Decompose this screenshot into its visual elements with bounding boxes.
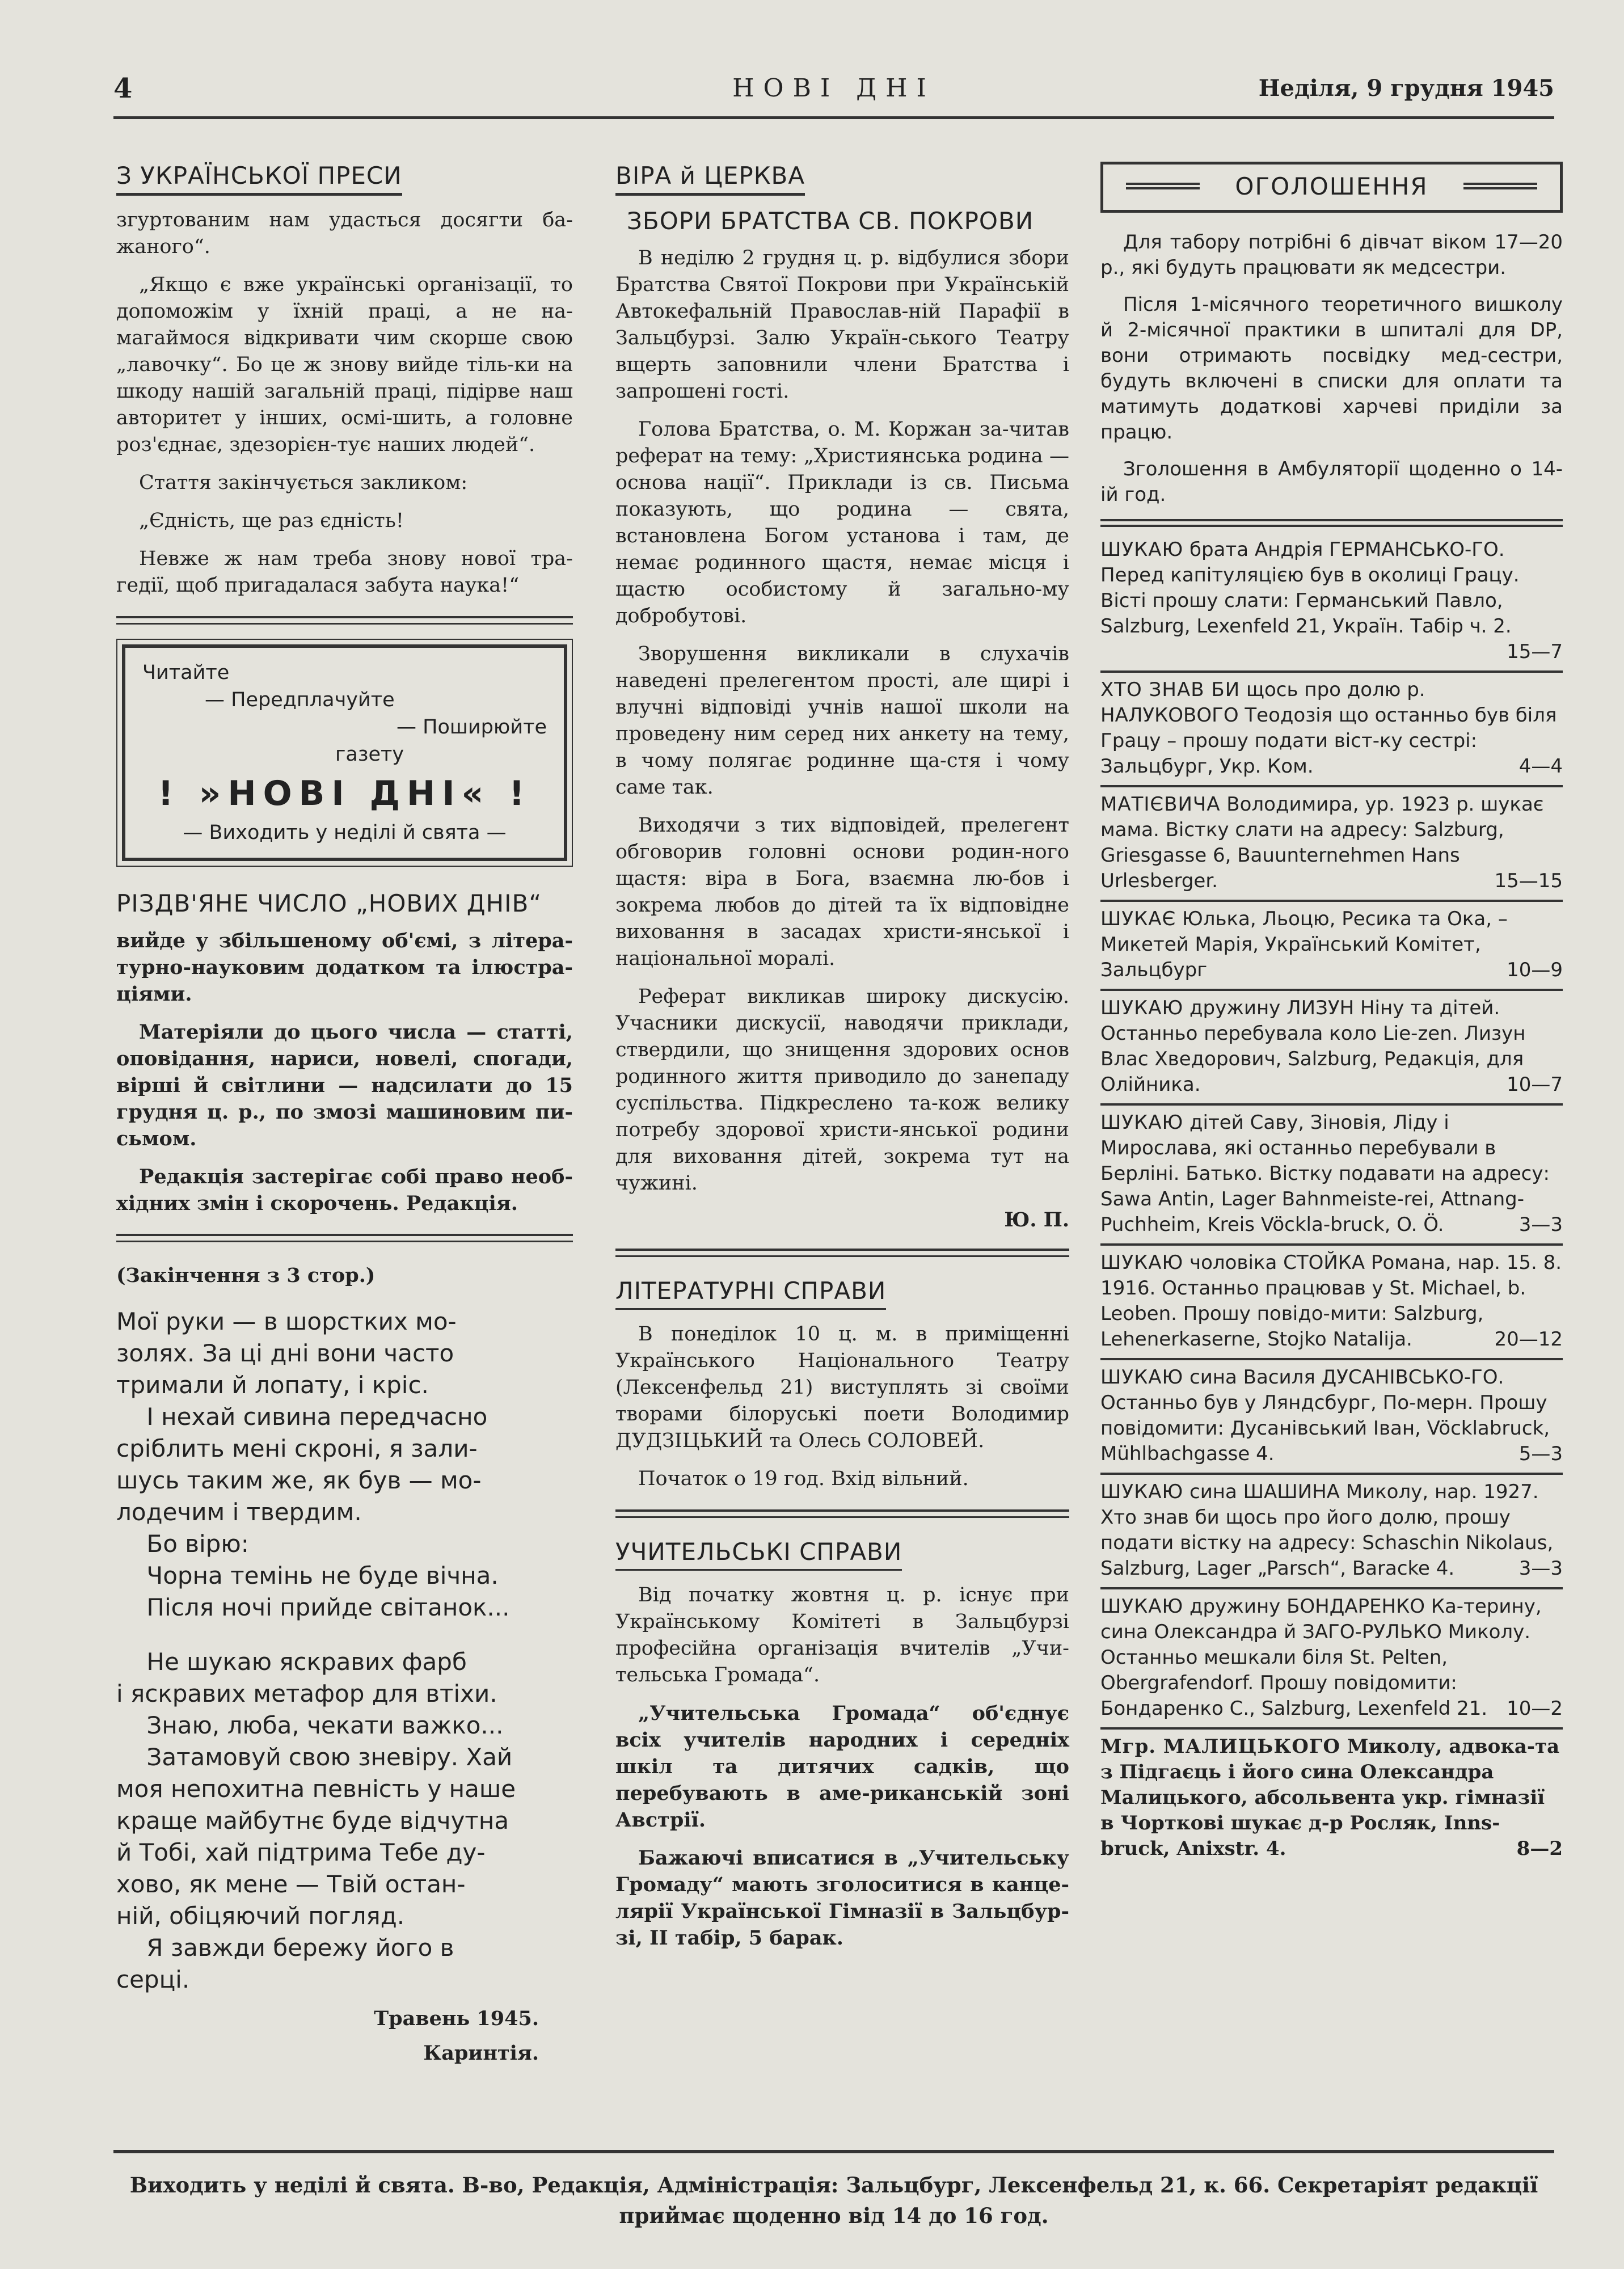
ad-code: 15—7	[1507, 640, 1563, 663]
press-article	[116, 162, 573, 599]
separator	[116, 1234, 573, 1242]
page-number: 4	[113, 73, 133, 104]
separator	[615, 1509, 1069, 1518]
poem-line: ній, обіцяючий погляд.	[116, 1902, 405, 1930]
paragraph: Бажаючі вписатися в „Учительську Громаду“ мають зголоситися в канце-лярії Української Гімназії в Зальцбур-зі, II табір, 5 барак.	[615, 1846, 1069, 1950]
paragraph: „Учительська Громада“ об'єднує всіх учителів народних і середніх шкіл та дитячих садків, що перебувають в аме-риканській зоні Австрії.	[615, 1702, 1069, 1832]
box-line: — Виходить у неділі й свята —	[183, 821, 507, 844]
column-1	[116, 162, 573, 2076]
classified-ad: ШУКАЮ чоловіка СТОЙКА Романа, нар. 15. 8. 1916. Останньо працював у St. Michael, b. Leoben. Прошу повідо-мити: Salzburg, Lehenerkaserne, Stojko Natalija. 20—12	[1100, 1246, 1563, 1360]
separator	[116, 616, 573, 625]
paragraph: вийде у збільшеному об'ємі, з літера-турно-науковим додатком та ілюстра-ціями.	[116, 929, 573, 1006]
poem-line: Мої руки — в шорстких мо-	[116, 1308, 457, 1335]
paragraph: Після 1-місячного теоретичного вишколу й 2-місячної практики в шпиталі для DP, вони отримають посвідку мед-сестри, будуть включені в списки для оплати та матимуть додаткові харчеві приділи за працю.	[1100, 293, 1563, 444]
poem-text	[116, 1306, 573, 1996]
ad-code: 3—3	[1518, 1557, 1563, 1580]
continuation-note: (Закінчення з 3 стор.)	[116, 1264, 376, 1287]
ad-code: 8—2	[1516, 1837, 1563, 1860]
church-article	[615, 162, 1069, 1231]
classified-ad: ШУКАЮ сина ШАШИНА Миколу, нар. 1927. Хто знав би щось про його долю, прошу подати вістку на адресу: Schaschin Nikolaus, Salzburg, Lager „Parsch“, Baracke 4. 3—3	[1100, 1475, 1563, 1589]
paragraph: Матеріяли до цього числа — статті, оповідання, нариси, новелі, спогади, вірші й світлини — надсилати до 15 грудня ц. р., по змозі машиновим пи-сьмом.	[116, 1020, 573, 1150]
poem-line: Не шукаю яскравих фарб	[116, 1648, 467, 1676]
paragraph: Редакція застерігає собі право необ-хідних змін і скорочень. Редакція.	[116, 1165, 573, 1215]
ad-code: 5—3	[1518, 1443, 1563, 1465]
poem-line: краще майбутнє буде відчутна	[116, 1807, 509, 1834]
poem-line: моя непохитна певність у наше	[116, 1775, 516, 1803]
classified-ad: ХТО ЗНАВ БИ щось про долю р. НАЛУКОВОГО Теодозія що останньо був біля Грацу – прошу подати віст-ку сестрі: Зальцбург, Укр. Ком. 4—4	[1100, 673, 1563, 787]
subscription-box	[122, 644, 567, 861]
paragraph: Для табору потрібні 6 дівчат віком 17—20 р., які будуть працювати як медсестри.	[1100, 231, 1563, 279]
footer-rule	[113, 2150, 1554, 2153]
issue-date: Неділя, 9 грудня 1945	[1258, 75, 1554, 102]
poem-line: Бо вірю:	[116, 1530, 249, 1558]
box-paper-name: ! »НОВІ ДНІ« !	[158, 774, 532, 813]
christmas-notice	[116, 889, 573, 1217]
paragraph: згуртованим нам удасться досягти ба-жаного“.	[116, 209, 573, 258]
paragraph: Зголошення в Амбуляторії щоденно о 14-ій год.	[1100, 458, 1563, 506]
poem-line: Після ночі прийде світанок...	[116, 1593, 510, 1621]
classified-ad: ШУКАЮ сина Василя ДУСАНІВСЬКО-ГО. Останньо був у Ляндсбург, По-мерн. Прошу повідомити: Дусанівський Іван, Vöcklabruck, Mühlbachgasse 4. 5—3	[1100, 1360, 1563, 1475]
footer-line: приймає щоденно від 14 до 16 год.	[619, 2203, 1049, 2228]
press-heading: З УКРАЇНСЬКОЇ ПРЕСИ	[116, 162, 402, 196]
box-line: Читайте	[142, 661, 230, 684]
box-line: — Поширюйте	[396, 716, 547, 739]
paragraph: В неділю 2 грудня ц. р. відбулися збори Братства Святої Покрови при Українській Автокефальній Православ-ній Парафії в Зальцбурзі. Залю Україн-ського Театру вщерть заповнили члени Братства і запрошені гості.	[615, 247, 1069, 403]
ad-code: 10—7	[1507, 1073, 1563, 1096]
separator	[1100, 519, 1563, 527]
ad-code: 4—4	[1518, 755, 1563, 778]
page-header	[113, 73, 1554, 118]
paragraph: Стаття закінчується закликом:	[139, 471, 468, 494]
article-signature: Ю. П.	[1004, 1208, 1069, 1231]
poem-line: Затамовуй свою зневіру. Хай	[116, 1743, 513, 1771]
footer-line: Виходить у неділі й свята. В-во, Редакція, Адміністрація: Зальцбург, Лексенфельд 21, к. 66. Секретаріят редакції	[129, 2173, 1538, 2198]
poem-line: Я завжди бережу його в	[116, 1934, 454, 1962]
poem-line: і яскравих метафор для втіхи.	[116, 1680, 497, 1707]
poem-place: Каринтія.	[423, 2042, 539, 2065]
teachers-article	[615, 1538, 1069, 1951]
literary-article	[615, 1277, 1069, 1492]
announcements-title: ОГОЛОШЕННЯ	[1235, 172, 1428, 200]
poem-line: І нехай сивина передчасно	[116, 1403, 488, 1431]
paragraph: Початок о 19 год. Вхід вільний.	[638, 1467, 969, 1490]
paragraph: Невже ж нам треба знову нової тра-гедії, щоб пригадалася забута наука!“	[116, 547, 573, 597]
paper-title: НОВІ ДНІ	[732, 74, 935, 103]
poem-line: Чорна темінь не буде вічна.	[116, 1562, 499, 1589]
paragraph: „Єдність, ще раз єдність!	[139, 509, 404, 532]
classified-ad: ШУКАЄ Юлька, Льоцю, Ресика та Ока, – Микетей Марія, Український Комітет, Зальцбург 10—9	[1100, 902, 1563, 991]
imprint-footer	[113, 2170, 1554, 2231]
paragraph: Реферат викликав широку дискусію. Учасники дискусії, наводячи приклади, ствердили, що знищення здорових основ родинного життя приводило до занепаду суспільства. Підкреслено та-кож велику потребу здорової христи-янської родини для виховання дітей, зокрема тут на чужині.	[615, 985, 1069, 1195]
poem-date: Травень 1945.	[374, 2007, 539, 2030]
classified-ad: МАТІЄВИЧА Володимира, ур. 1923 р. шукає мама. Вістку слати на адресу: Salzburg, Griesgasse 6, Bauunternehmen Hans Urlesberger. 15—15	[1100, 787, 1563, 902]
poem-line: Знаю, люба, чекати важко...	[116, 1711, 504, 1739]
classified-ad: Мгр. МАЛИЦЬКОГО Миколу, адвока-та з Підгаєць і його сина Олександра Малицького, абсольвента укр. гімназії в Чорткові шукає д-р Росляк, Inns-bruck, Anixstr. 4. 8—2	[1100, 1730, 1563, 1867]
poem-line: хово, як мене — Твій остан-	[116, 1870, 466, 1898]
paragraph: Голова Братства, о. М. Коржан за-читав реферат на тему: „Християнська родина — основа нації“. Приклади із св. Письма показують, що родина — свята, встановлена Богом установа і там, де немає родинного щастя, немає місця і щастю особистому й загально-му добробутові.	[615, 418, 1069, 627]
column-3	[1100, 162, 1563, 1867]
church-heading: ВІРА й ЦЕРКВА	[615, 162, 805, 196]
ad-code: 10—9	[1507, 959, 1563, 981]
nurse-notice	[1100, 230, 1563, 508]
poem-line: шусь таким же, як був — мо-	[116, 1466, 482, 1494]
paragraph: Зворушення викликали в слухачів наведені прелегентом прості, але щирі і влучні відповіді учнів нашої школи на проведену ним серед них анкету на тему, в чому полягає родинне ща-стя і чому саме так.	[615, 643, 1069, 799]
ad-code: 3—3	[1518, 1213, 1563, 1236]
poem-line: золях. За ці дні вони часто	[116, 1339, 454, 1367]
classified-ad: ШУКАЮ дружину ЛИЗУН Ніну та дітей. Останньо перебувала коло Lie-zen. Лизун Влас Хведорович, Salzburg, Редакція, для Олійника. 10—7	[1100, 991, 1563, 1106]
paragraph: Від початку жовтня ц. р. існує при Українському Комітеті в Зальцбурзі професійна організація вчителів „Учи-тельська Громада“.	[615, 1584, 1069, 1686]
classified-ad: ШУКАЮ брата Андрія ГЕРМАНСЬКО-ГО. Перед капітуляцією був в околиці Грацу. Вісті прошу слати: Германський Павло, Salzburg, Lexenfeld 21, Україн. Табір ч. 2. 15—7	[1100, 533, 1563, 673]
ad-code: 15—15	[1494, 870, 1563, 892]
box-line: — Передплачуйте	[205, 689, 395, 711]
ad-code: 20—12	[1494, 1328, 1563, 1351]
paragraph: В понеділок 10 ц. м. в приміщенні Українського Національного Театру (Лексенфельд 21) виступлять зі своїми творами білоруські поети Володимир ДУДЗІЦЬКИЙ та Олесь СОЛОВЕЙ.	[615, 1323, 1069, 1452]
paragraph: Виходячи з тих відповідей, прелегент обговорив головні основи родин-ного щастя: віра в Бога, взаємна лю-бов і зокрема любов до дітей та їх відповідне виховання в засадах христи-янської і національної моралі.	[615, 814, 1069, 970]
poem-line: тримали й лопату, і кріс.	[116, 1371, 429, 1399]
poem-line: й Тобі, хай підтрима Тебе ду-	[116, 1838, 486, 1866]
header-rule	[113, 116, 1554, 119]
literary-heading: ЛІТЕРАТУРНІ СПРАВИ	[615, 1277, 886, 1310]
announcements-header	[1100, 162, 1563, 213]
classified-ad: ШУКАЮ дружину БОНДАРЕНКО Ка-терину, сина Олександра й ЗАГО-РУЛЬКО Миколу. Останньо мешкали біля St. Pelten, Obergrafendorf. Прошу повідомити: Бондаренко С., Salzburg, Lexenfeld 21. 10—2	[1100, 1589, 1563, 1730]
classified-ad: ШУКАЮ дітей Саву, Зіновія, Ліду і Мирослава, які останньо перебували в Берліні. Батько. Вістку подавати на адресу: Sawa Antin, Lager Bahnmeiste-rei, Attnang-Puchheim, Kreis Vöckla-bruck, O. Ö. 3—3	[1100, 1106, 1563, 1246]
ad-code: 10—2	[1507, 1697, 1563, 1720]
separator	[615, 1249, 1069, 1257]
box-line: газету	[335, 743, 404, 766]
poem-piece	[116, 1262, 573, 2065]
poem-line: сріблить мені скроні, я зали-	[116, 1435, 478, 1462]
poem-line: серці.	[116, 1966, 190, 1993]
column-2	[615, 162, 1069, 1963]
paragraph: „Якщо є вже українські організації, то допоможім у їхній праці, а не на-магаймося відкривати чим скорше свою „лавочку“. Бо це ж знову вийде тіль-ки на шкоду нашій загальній праці, підірве наш авторитет у інших, осмі-шить, а головне роз'єднає, здезорієн-тує наших людей“.	[116, 273, 573, 456]
poem-line: лодечим і твердим.	[116, 1498, 362, 1526]
teachers-heading: УЧИТЕЛЬСЬКІ СПРАВИ	[615, 1538, 902, 1571]
church-subheading: ЗБОРИ БРАТСТВА СВ. ПОКРОВИ	[627, 207, 1034, 235]
christmas-heading: РІЗДВ'ЯНЕ ЧИСЛО „НОВИХ ДНІВ“	[116, 889, 542, 917]
